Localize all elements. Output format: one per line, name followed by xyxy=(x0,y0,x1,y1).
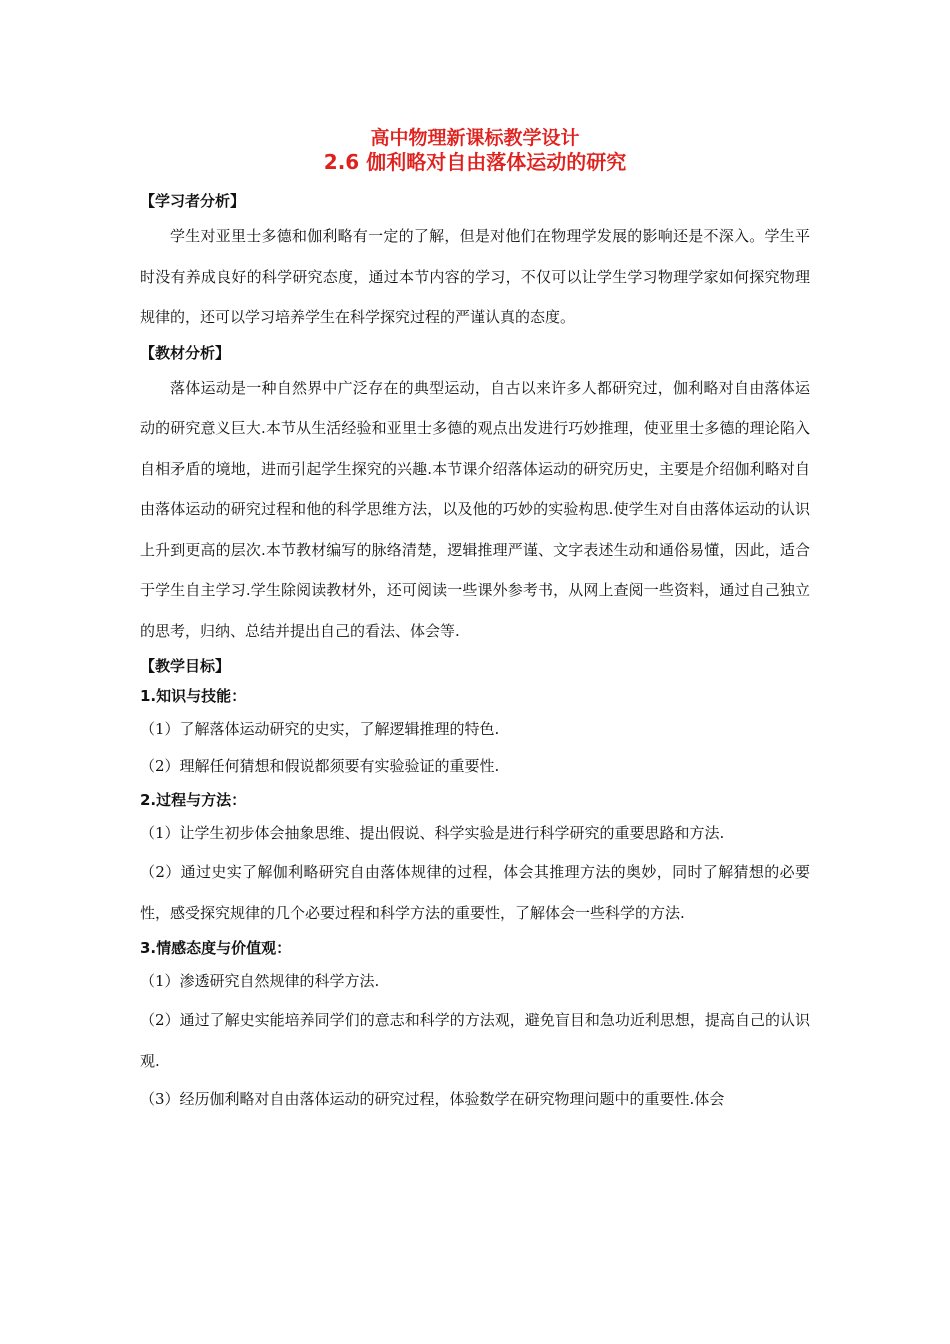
material-analysis-text: 落体运动是一种自然界中广泛存在的典型运动，自古以来许多人都研究过，伽利略对自由落体运动的研究意义巨大.本节从生活经验和亚里士多德的观点出发进行巧妙推理，使亚里士多德的理论陷入自相矛盾的境地，进而引起学生探究的兴趣.本节课介绍落体运动的研究历史，主要是介绍伽利略对自由落体运动的研究过程和他的科学思维方法，以及他的巧妙的实验构思.使学生对自由落体运动的认识上升到更高的层次.本节教材编写的脉络清楚，逻辑推理严谨、文字表述生动和通俗易懂，因此，适合于学生自主学习.学生除阅读教材外，还可阅读一些课外参考书，从网上查阅一些资料，通过自己独立的思考，归纳、总结并提出自己的看法、体会等. xyxy=(140,378,810,640)
goal-item: （2）理解任何猜想和假说都须要有实验验证的重要性. xyxy=(140,757,500,775)
goal-item: （1）了解落体运动研究的史实，了解逻辑推理的特色. xyxy=(140,720,500,738)
goal-item: （2）通过史实了解伽利略研究自由落体规律的过程，体会其推理方法的奥妙，同时了解猜想的必要性，感受探究规律的几个必要过程和科学方法的重要性，了解体会一些科学的方法. xyxy=(140,863,810,922)
subheading-knowledge: 1.知识与技能： xyxy=(140,687,247,705)
section-heading-learner: 【学习者分析】 xyxy=(140,192,246,210)
document-title: 高中物理新课标教学设计 xyxy=(370,127,580,149)
subheading-attitude: 3.情感态度与价值观： xyxy=(140,939,292,957)
goal-item: （2）通过了解史实能培养同学们的意志和科学的方法观，避免盲目和急功近利思想，提高自己的认识观. xyxy=(140,1011,810,1070)
subheading-process: 2.过程与方法： xyxy=(140,791,247,809)
section-heading-material: 【教材分析】 xyxy=(140,343,231,362)
document-page xyxy=(140,120,810,1118)
section-heading-goals: 【教学目标】 xyxy=(140,657,231,675)
goal-item: （3）经历伽利略对自由落体运动的研究过程，体验数学在研究物理问题中的重要性.体会 xyxy=(140,1090,725,1108)
learner-analysis-text: 学生对亚里士多德和伽利略有一定的了解，但是对他们在物理学发展的影响还是不深入。学生平时没有养成良好的科学研究态度，通过本节内容的学习，不仅可以让学生学习物理学家如何探究物理规律的，还可以学习培养学生在科学探究过程的严谨认真的态度。 xyxy=(140,227,810,326)
goal-item: （1）让学生初步体会抽象思维、提出假说、科学实验是进行科学研究的重要思路和方法. xyxy=(140,824,725,842)
lesson-title: 2.6 伽利略对自由落体运动的研究 xyxy=(323,150,627,174)
goal-item: （1）渗透研究自然规律的科学方法. xyxy=(140,972,380,990)
